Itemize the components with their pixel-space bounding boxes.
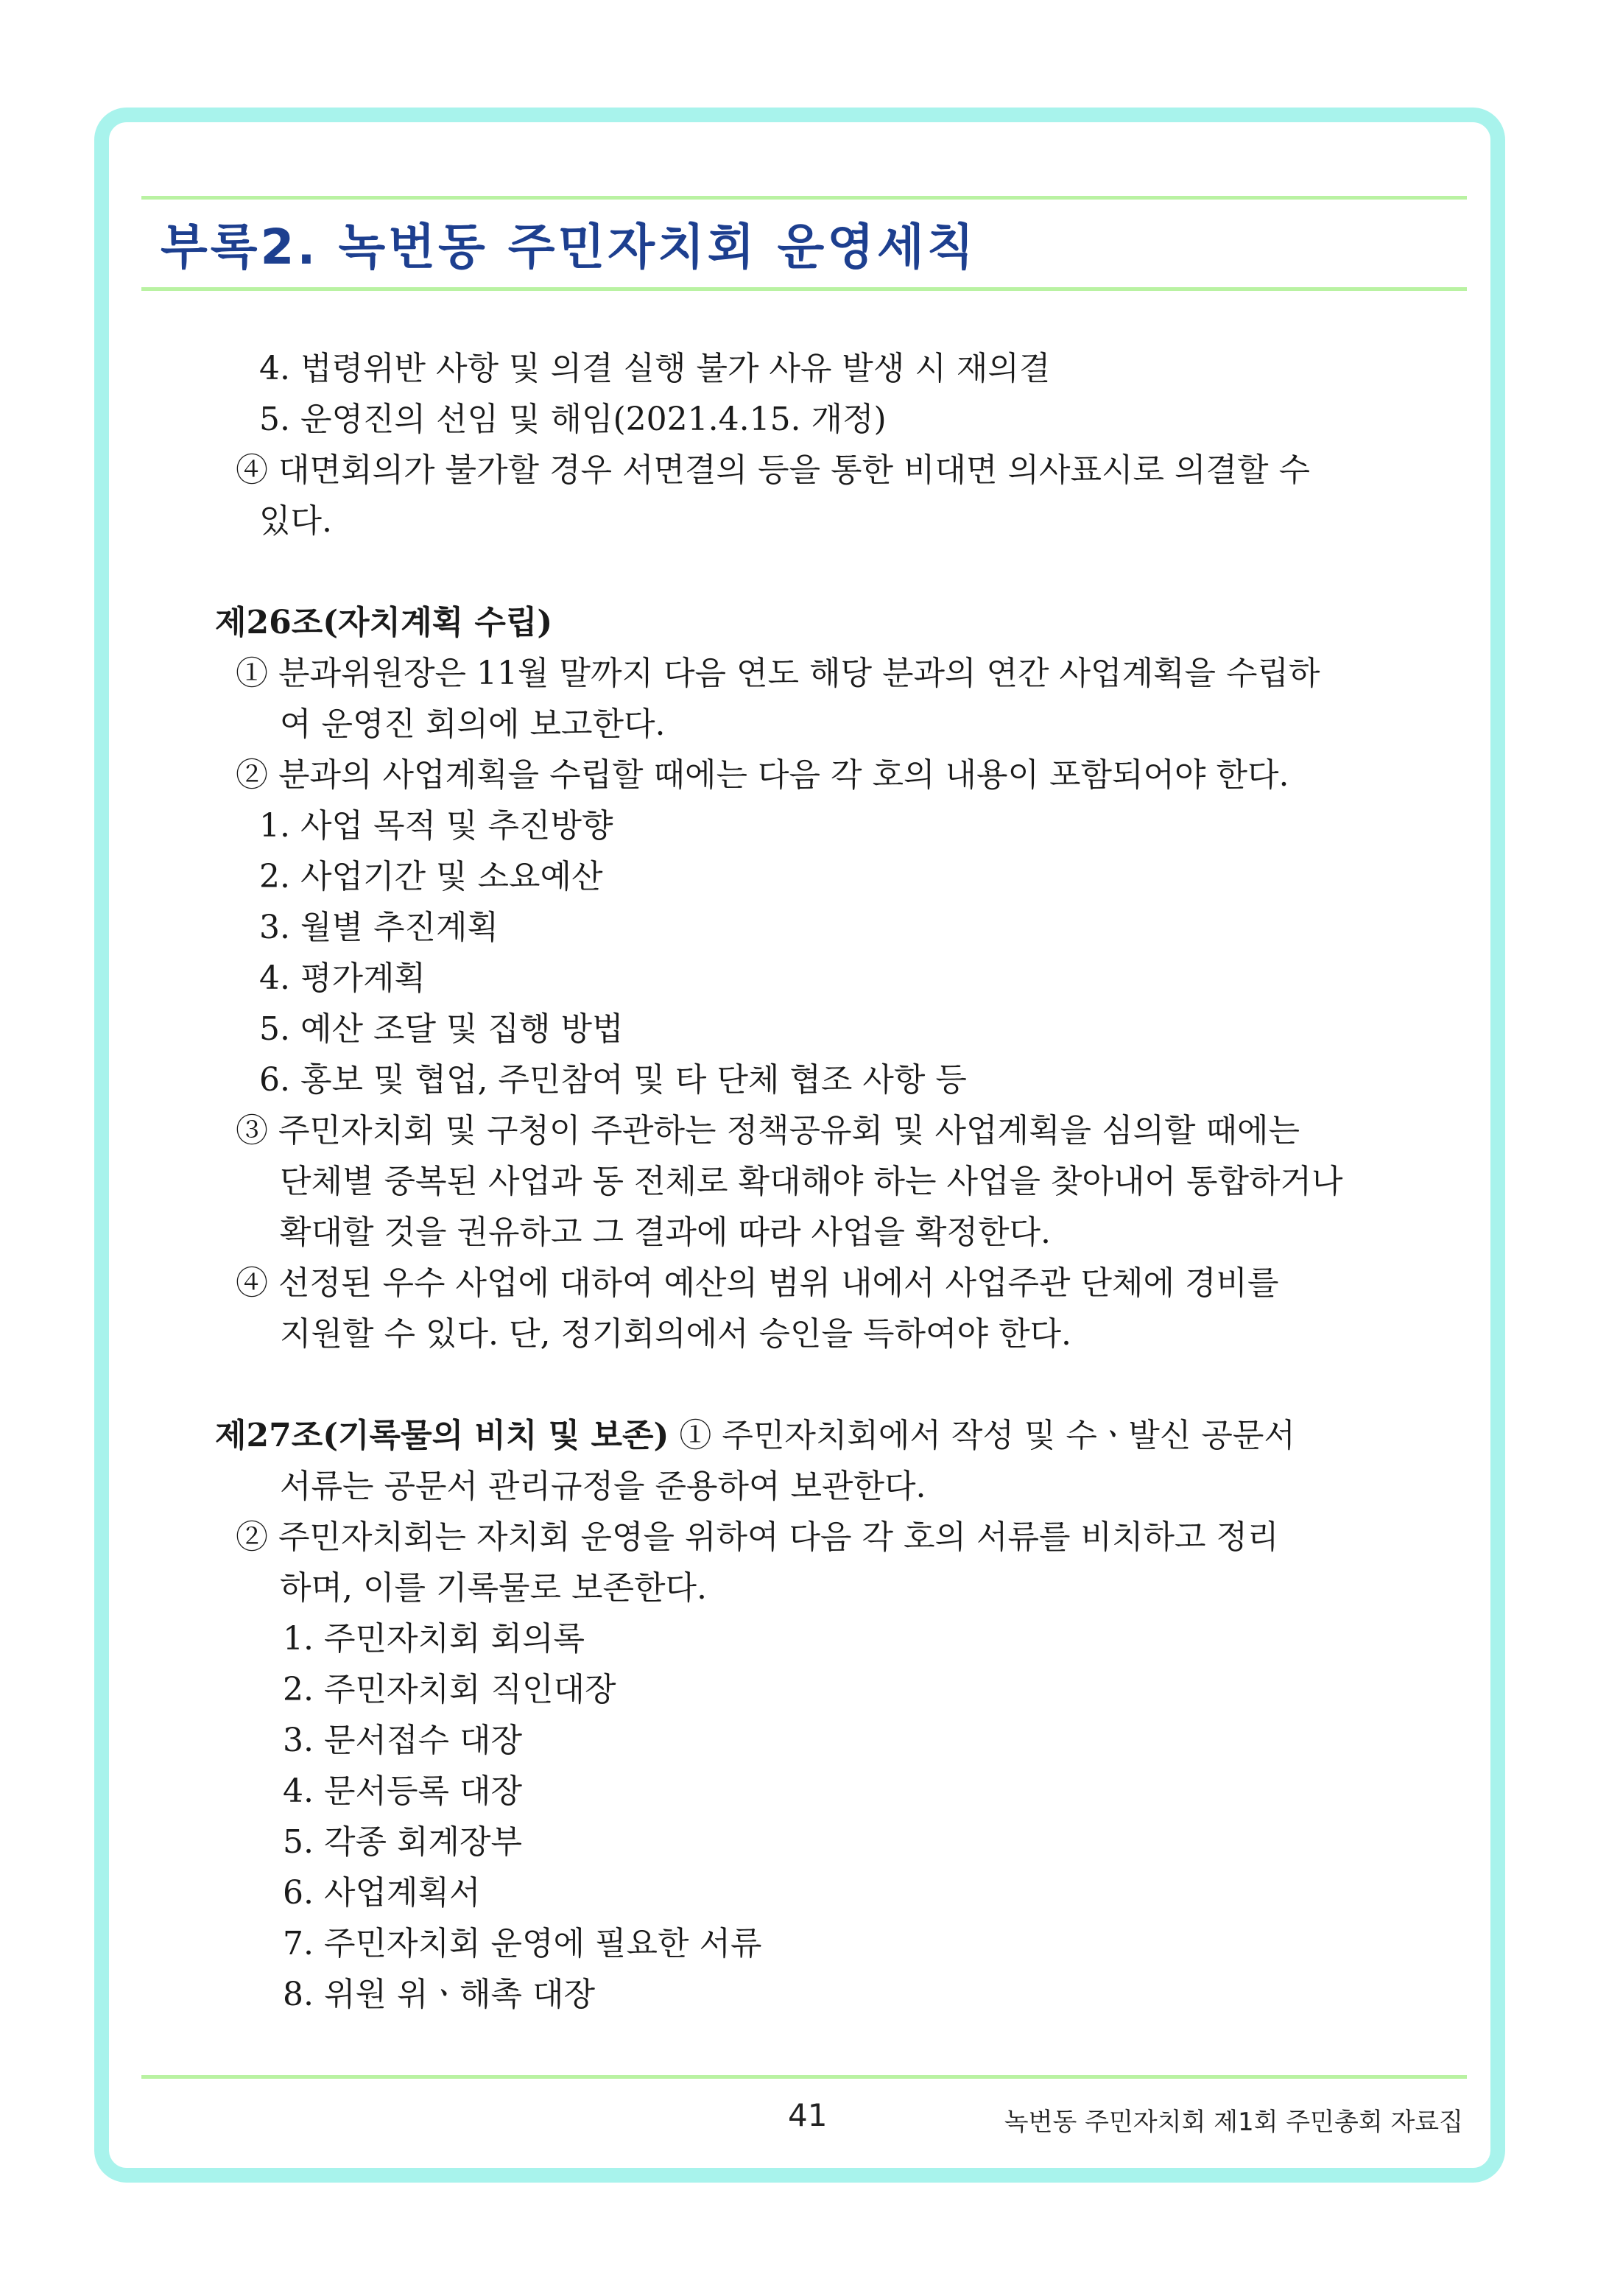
list-item: 1. 주민자치회 회의록 [283,1620,585,1658]
clause-continuation: 하며, 이를 기록물로 보존한다. [280,1569,707,1607]
list-item: 3. 문서접수 대장 [283,1722,522,1759]
header-rule-top [141,196,1467,200]
clause-continuation: 여 운영진 회의에 보고한다. [280,705,666,743]
clause: ④ 대면회의가 불가할 경우 서면결의 등을 통한 비대면 의사표시로 의결할 수 [236,451,1310,489]
clause: ④ 선정된 우수 사업에 대하여 예산의 범위 내에서 사업주관 단체에 경비를 [236,1264,1279,1302]
clause: ① 분과위원장은 11월 말까지 다음 연도 해당 분과의 연간 사업계획을 수립하 [236,655,1320,692]
clause-continuation: 단체별 중복된 사업과 동 전체로 확대해야 하는 사업을 찾아내어 통합하거나 [280,1163,1343,1200]
clause-continuation: 서류는 공문서 관리규정을 준용하여 보관한다. [280,1468,926,1505]
list-item: 2. 주민자치회 직인대장 [283,1671,616,1708]
list-item: 4. 평가계획 [259,959,426,997]
spacer [0,546,1609,597]
footer-rule [141,2075,1467,2079]
article-heading: 제27조(기록물의 비치 및 보존) [215,1417,669,1454]
clause-continuation: 지원할 수 있다. 단, 정기회의에서 승인을 득하여야 한다. [280,1315,1071,1353]
list-item: 5. 예산 조달 및 집행 방법 [259,1010,624,1048]
header-rule-bottom [141,287,1467,291]
list-item: 4. 법령위반 사항 및 의결 실행 불가 사유 발생 시 재의결 [259,350,1051,387]
list-item: 6. 사업계획서 [283,1874,481,1912]
list-item: 5. 운영진의 선임 및 해임(2021.4.15. 개정) [259,401,887,438]
clause: ② 분과의 사업계획을 수립할 때에는 다음 각 호의 내용이 포함되어야 한다. [236,756,1289,794]
clause: ③ 주민자치회 및 구청이 주관하는 정책공유회 및 사업계획을 심의할 때에는 [236,1112,1300,1149]
list-item: 1. 사업 목적 및 추진방향 [259,807,613,845]
page-number: 41 [788,2097,828,2133]
clause-continuation: 있다. [259,502,332,540]
article-heading-line [0,1410,1609,1461]
spacer [0,1359,1609,1410]
list-item: 4. 문서등록 대장 [283,1772,522,1810]
article-heading: 제26조(자치계획 수립) [215,604,553,641]
list-item: 7. 주민자치회 운영에 필요한 서류 [283,1925,762,1962]
list-item: 8. 위원 위ㆍ해촉 대장 [283,1976,595,2013]
clause: ① 주민자치회에서 작성 및 수ㆍ발신 공문서 [669,1417,1295,1454]
clause-continuation: 확대할 것을 권유하고 그 결과에 따라 사업을 확정한다. [280,1214,1051,1251]
list-item: 3. 월별 추진계획 [259,909,499,946]
footer-doc-title: 녹번동 주민자치회 제1회 주민총회 자료집 [1004,2107,1463,2137]
clause: ② 주민자치회는 자치회 운영을 위하여 다음 각 호의 서류를 비치하고 정리 [236,1518,1279,1556]
list-item: 5. 각종 회계장부 [283,1823,522,1861]
list-item: 6. 홍보 및 협업, 주민참여 및 타 단체 협조 사항 등 [259,1061,967,1099]
page-title: 부록2. 녹번동 주민자치회 운영세칙 [161,219,977,275]
document-body [0,343,1609,2020]
list-item: 2. 사업기간 및 소요예산 [259,858,603,895]
